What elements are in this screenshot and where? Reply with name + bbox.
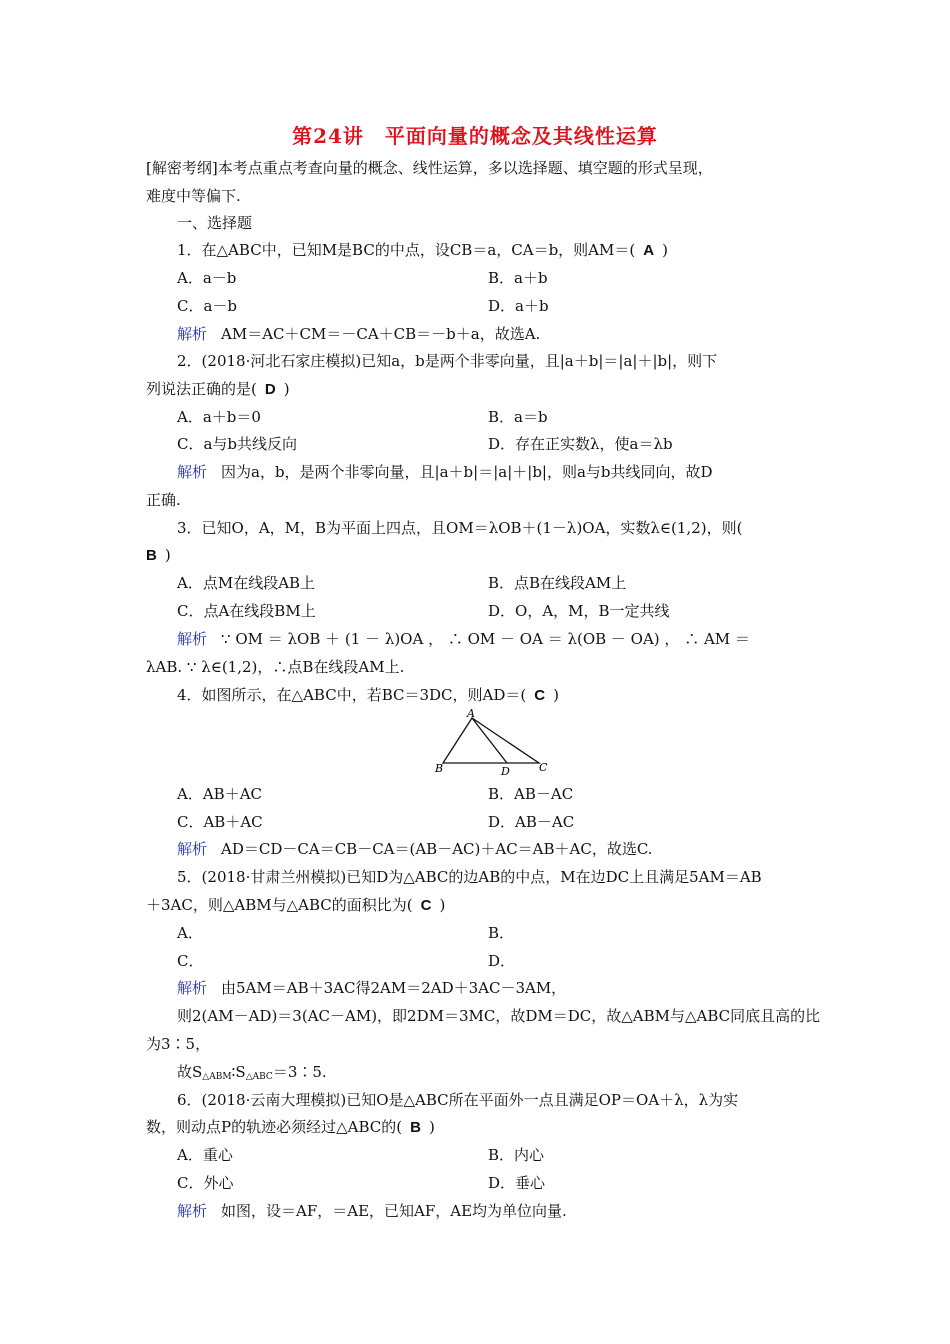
q4-answer: C [534,687,546,704]
q1-option-a: A．a－b [177,269,237,287]
q6-stem-1: 6．(2018·云南大理模拟)已知O是△ABC所在平面外一点且满足OP＝OA＋λ，λ为实 [177,1091,739,1109]
q6-stem-2: 数，则动点P的轨迹必须经过△ABC的( B ) [146,1118,435,1136]
q6-option-d: D．垂心 [488,1174,546,1192]
triangle-figure [425,708,555,780]
q3-option-d: D．O，A，M，B一定共线 [488,602,670,620]
q4-option-b: B．AB－AC [488,785,574,803]
q6-analysis: 解析 如图，设＝AF，＝AE，已知AF，AE均为单位向量. [177,1202,567,1220]
q1-option-c: C．a－b [177,297,238,315]
q2-analysis-2: 正确. [146,491,181,509]
segment-ad [472,718,507,763]
page-title: 第24讲 平面向量的概念及其线性运算 [292,124,658,148]
analysis-label: 解析 [177,463,208,481]
q5-option-c: C． [177,952,204,970]
q4-analysis: 解析 AD＝CD－CA＝CB－CA＝(AB－AC)＋AC＝AB＋AC，故选C. [177,840,653,858]
section-heading: 一、选择题 [177,214,253,232]
q5-analysis-1: 解析 由5AM＝AB＋3AC得2AM＝2AD＋3AC－3AM， [177,979,567,997]
q4-option-a: A．AB＋AC [177,785,262,803]
q3-analysis-1: 解析 ∵ OM ＝ λOB ＋ (1 － λ)OA ， ∴ OM － OA ＝ λ(OB － OA) ， ∴ AM ＝ [177,630,750,648]
label-a: A [467,708,475,720]
q2-answer: D [264,381,276,398]
q5-stem-2: ＋3AC，则△ABM与△ABC的面积比为( C ) [146,896,446,914]
analysis-label: 解析 [177,840,208,858]
q2-option-b: B．a＝b [488,408,548,426]
q3-option-b: B．点B在线段AM上 [488,574,627,592]
q5-option-d: D． [488,952,516,970]
q4-option-c: C．AB＋AC [177,813,263,831]
q3-analysis-2: λAB. ∵ λ∈(1,2)，∴点B在线段AM上. [146,658,405,676]
label-d: D [501,765,510,778]
intro-line-2: 难度中等偏下. [146,187,241,205]
q3-answer: B [146,547,157,564]
q1-option-b: B．a＋b [488,269,548,287]
q5-analysis-2: 则2(AM－AD)＝3(AC－AM)，即2DM＝3MC，故DM＝DC，故△ABM与△ABC同底且高的比 [177,1007,821,1025]
analysis-label: 解析 [177,325,208,343]
q1-answer: A [643,242,655,259]
triangle-abc [443,718,539,763]
analysis-label: 解析 [177,630,208,648]
intro-line-1: [解密考纲]本考点重点考查向量的概念、线性运算，多以选择题、填空题的形式呈现， [146,159,713,177]
label-c: C [539,761,548,774]
q2-stem-1: 2．(2018·河北石家庄模拟)已知a，b是两个非零向量，且|a＋b|＝|a|＋|b|，则下 [177,352,718,370]
q2-option-c: C．a与b共线反向 [177,435,298,453]
q5-option-a: A． [177,924,203,942]
q6-option-b: B．内心 [488,1146,545,1164]
analysis-label: 解析 [177,979,208,997]
q1-stem: 1．在△ABC中，已知M是BC的中点，设CB＝a，CA＝b，则AM＝( A ) [177,241,668,259]
q5-analysis-3: 为3∶5， [146,1035,211,1053]
q5-option-b: B． [488,924,515,942]
q5-answer: C [420,897,432,914]
q6-answer: B [410,1119,421,1136]
q4-stem: 4．如图所示，在△ABC中，若BC＝3DC，则AD＝( C ) [177,686,559,704]
q1-option-d: D．a＋b [488,297,549,315]
q6-option-a: A．重心 [177,1146,233,1164]
q1-analysis: 解析 AM＝AC＋CM＝－CA＋CB＝－b＋a，故选A. [177,325,541,343]
q2-analysis-1: 解析 因为a，b，是两个非零向量，且|a＋b|＝|a|＋|b|，则a与b共线同向，故D [177,463,713,481]
q3-stem-2: B ) [146,546,171,564]
analysis-label: 解析 [177,1202,208,1220]
q3-stem-1: 3．已知O，A，M，B为平面上四点，且OM＝λOB＋(1－λ)OA，实数λ∈(1,2)，则( [177,519,743,537]
q2-stem-2: 列说法正确的是( D ) [146,380,290,398]
q3-option-a: A．点M在线段AB上 [177,574,316,592]
q3-option-c: C．点A在线段BM上 [177,602,316,620]
q5-analysis-4: 故$S_{\triangle ABM}∶S_{\triangle ABC}=3∶5$. [177,1063,327,1082]
q5-stem-1: 5．(2018·甘肃兰州模拟)已知D为△ABC的边AB的中点，M在边DC上且满足5AM＝AB [177,868,762,886]
q2-option-d: D．存在正实数λ，使a＝λb [488,435,673,453]
q2-option-a: A．a＋b＝0 [177,408,261,426]
q4-option-d: D．AB－AC [488,813,575,831]
label-b: B [435,762,444,775]
q6-option-c: C．外心 [177,1174,234,1192]
